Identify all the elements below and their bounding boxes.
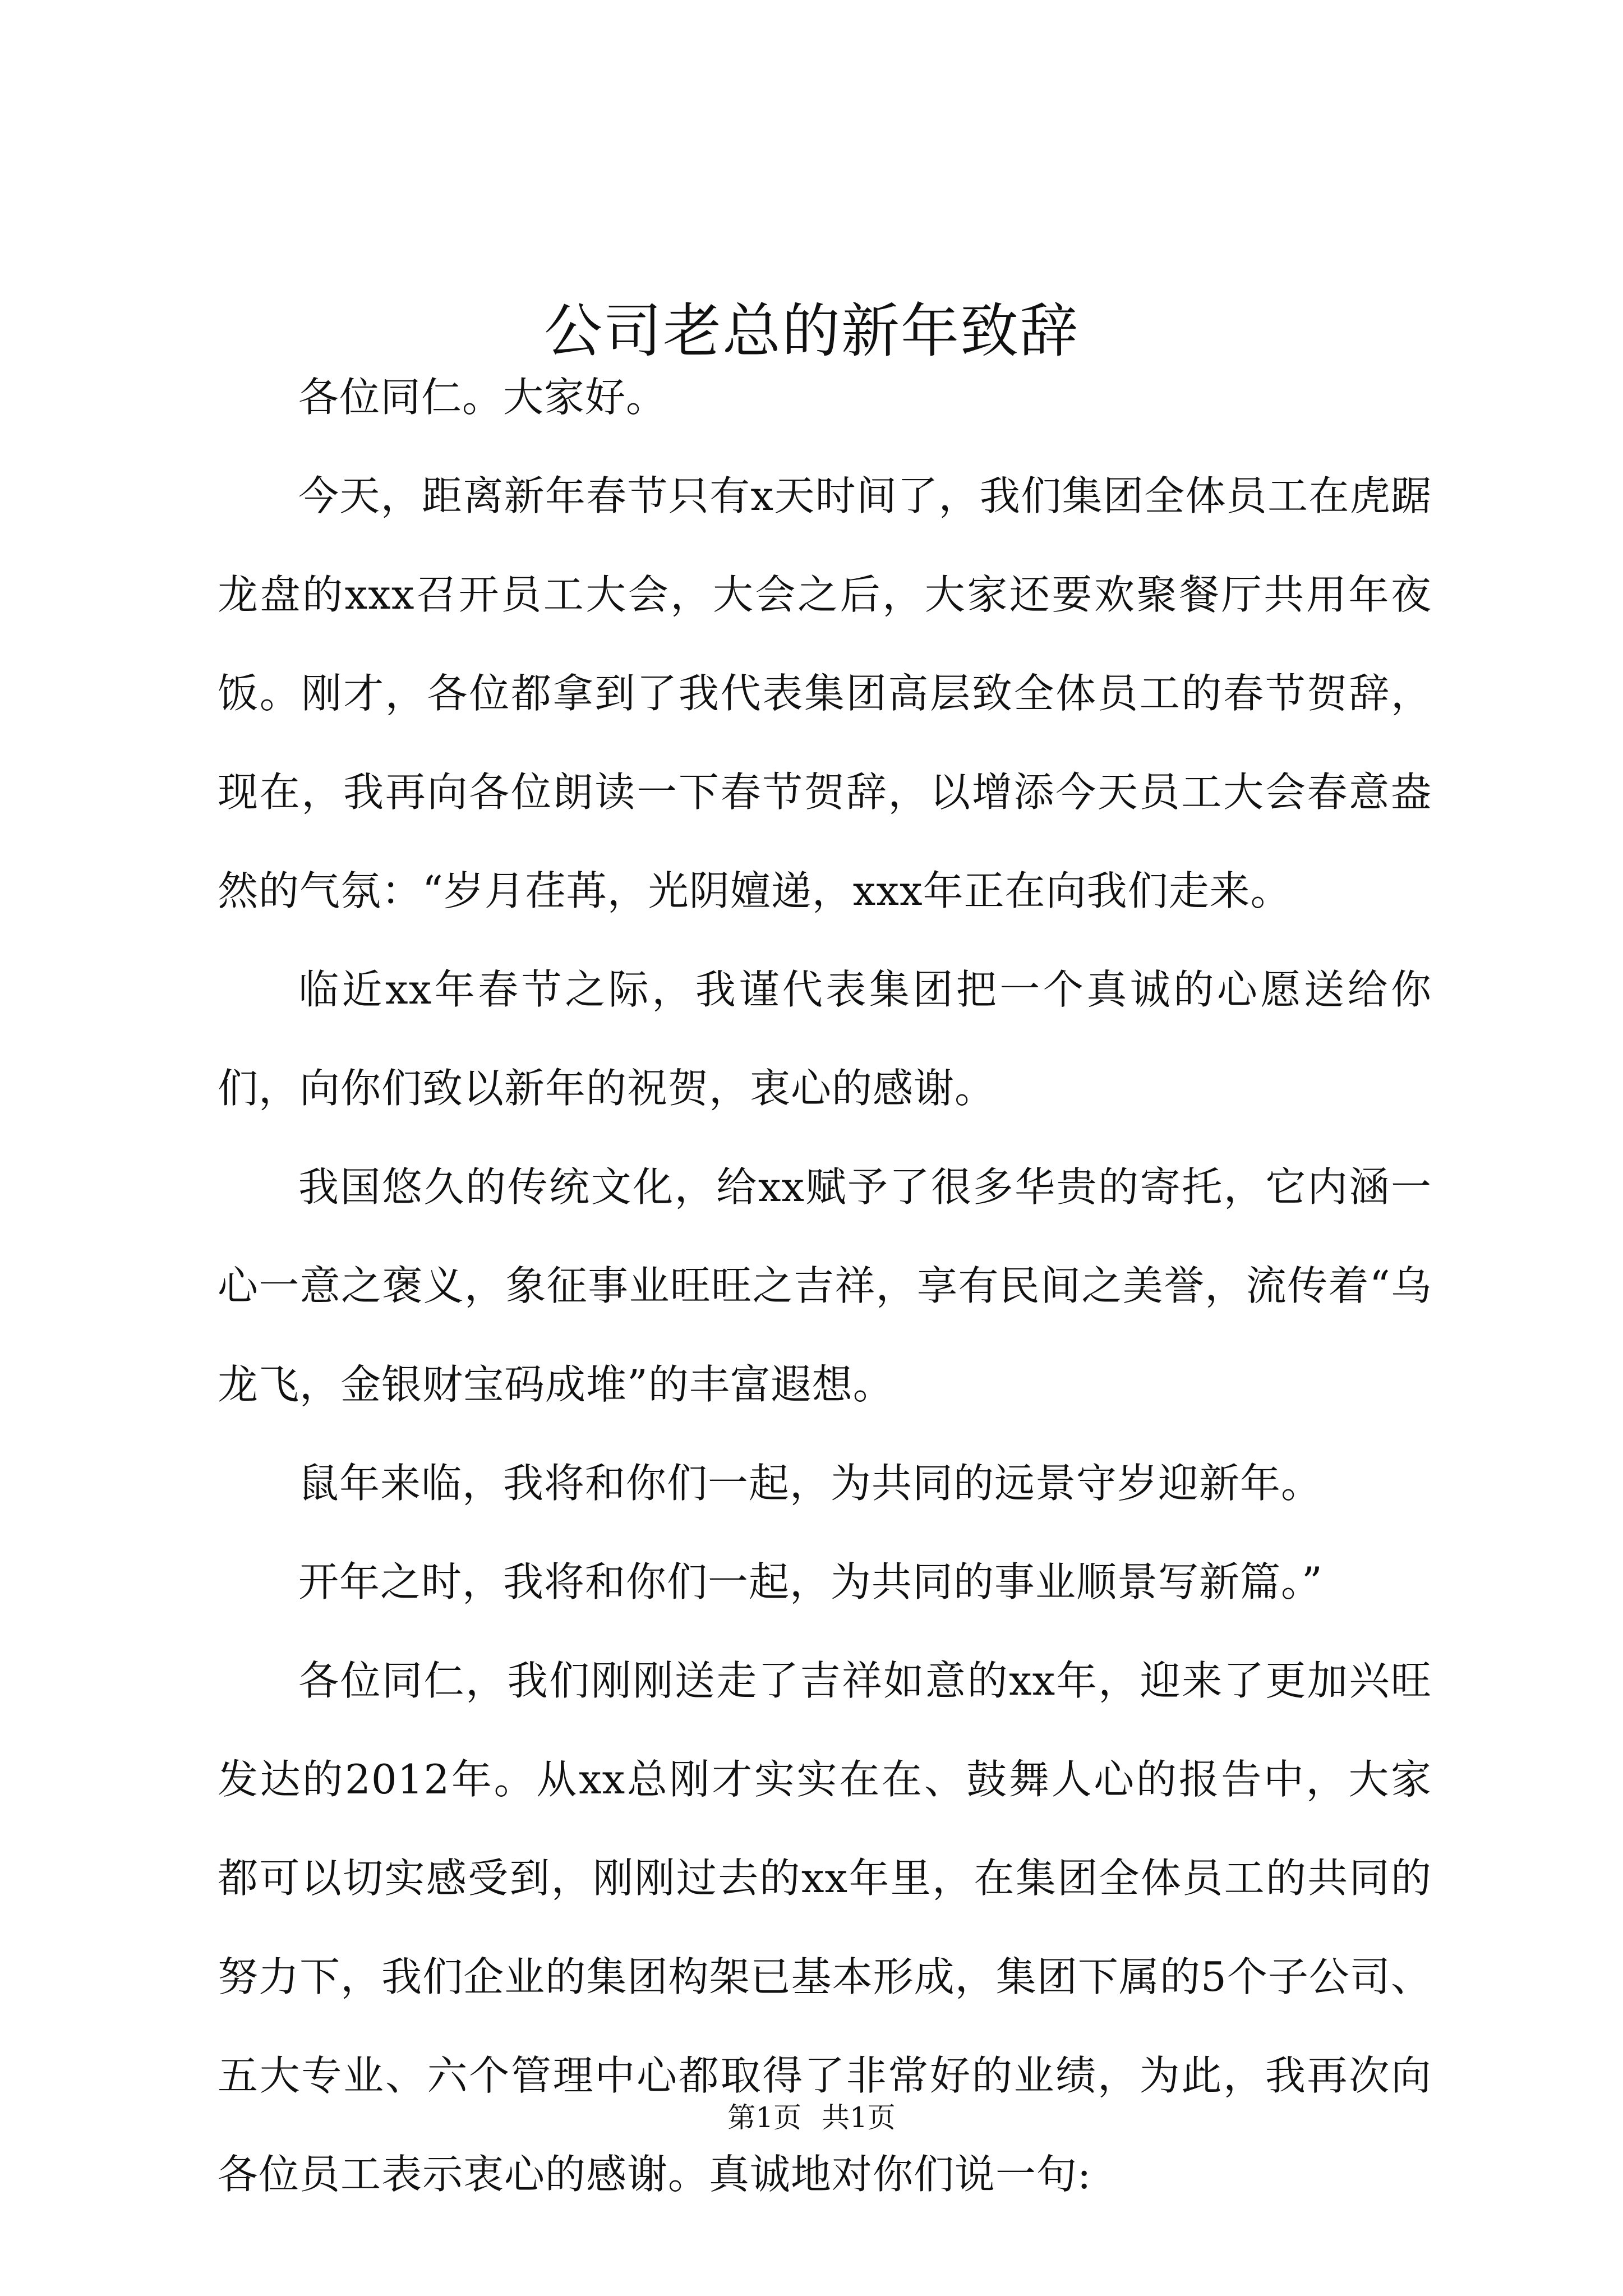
- paragraph-tradition: 我国悠久的传统文化，给xx赋予了很多华贵的寄托，它内涵一心一意之褒义，象征事业旺旺之吉祥，享有民间之美誉，流传着“乌龙飞，金银财宝码成堆”的丰富遐想。: [218, 1163, 1432, 1408]
- paragraph-review: 各位同仁，我们刚刚送走了吉祥如意的xx年，迎来了更加兴旺发达的2012年。从xx总刚才实实在在、鼓舞人心的报告中，大家都可以切实感受到，刚刚过去的xx年里，在集团全体员工的共同的努力下，我们企业的集团构架已基本形成，集团下属的5个子公司、五大专业、六个管理中心都取得了非常好的业绩，为此，我再次向各位员工表示衷心的感谢。真诚地对你们说一句:: [218, 1657, 1432, 2198]
- page-number: 第1页: [727, 2101, 802, 2134]
- document-title: 公司老总的新年致辞: [543, 297, 1079, 365]
- paragraph-wishes: 临近xx年春节之际，我谨代表集团把一个真诚的心愿送给你们，向你们致以新年的祝贺，衷心的感谢。: [218, 966, 1432, 1112]
- paragraph-greeting: 各位同仁。大家好。: [298, 374, 667, 421]
- paragraph-opening: 今天，距离新年春节只有x天时间了，我们集团全体员工在虎踞龙盘的xxx召开员工大会，大会之后，大家还要欢聚餐厅共用年夜饭。刚才，各位都拿到了我代表集团高层致全体员工的春节贺辞，现在，我再向各位朗读一下春节贺辞，以增添今天员工大会春意盎然的气氛：“岁月荏苒，光阴嬗递，xxx年正在向我们走来。: [218, 472, 1432, 914]
- page-total: 共1页: [821, 2101, 896, 2134]
- page-footer: [0, 2095, 1623, 2140]
- paragraph-new-year: 鼠年来临，我将和你们一起，为共同的远景守岁迎新年。: [298, 1460, 1322, 1507]
- document-body: [218, 348, 1432, 2224]
- paragraph-new-chapter: 开年之时，我将和你们一起，为共同的事业顺景写新篇。”: [298, 1558, 1323, 1605]
